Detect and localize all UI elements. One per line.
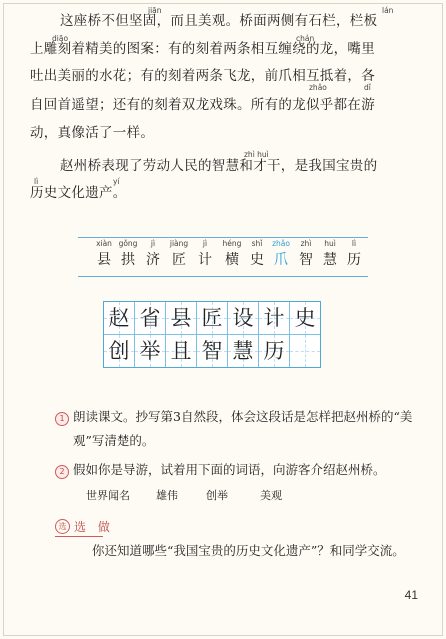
xuanzuo-icon: 选 xyxy=(55,519,70,534)
pinyin-lan: lán xyxy=(382,6,394,15)
pinyin-yi: yí xyxy=(113,177,120,186)
vocab-pinyin: huì xyxy=(324,239,336,248)
vocab-char: 济 xyxy=(146,252,160,268)
vocab-pinyin: zhǎo xyxy=(272,239,290,248)
vocab-char: 横 xyxy=(225,252,239,268)
pinyin-zhihui: zhì huì xyxy=(244,150,269,159)
task-1-icon: 1 xyxy=(55,412,69,426)
grid-cell: 智 xyxy=(197,335,228,367)
vocab-char: 史 xyxy=(250,252,264,268)
word-3: 创举 xyxy=(206,489,228,502)
grid-cell: 慧 xyxy=(228,335,259,367)
task-1-line-1: 朗读课文。抄写第3自然段，体会这段话是怎样把赵州桥的“美 xyxy=(73,409,413,424)
vocab-pinyin: gǒng xyxy=(118,239,138,248)
task-2-icon: 2 xyxy=(55,465,69,479)
grid-row-1 xyxy=(104,302,320,335)
paragraph-line-7: 历史文化遗产。 xyxy=(30,185,127,201)
pinyin-di: dǐ xyxy=(364,83,371,92)
paragraph-line-5: 动，真像活了一样。 xyxy=(30,125,155,141)
grid-row-2 xyxy=(104,335,320,367)
vocab-pinyin: lì xyxy=(351,239,357,248)
vocab-pinyin: zhì xyxy=(300,239,312,248)
vocab-char: 拱 xyxy=(121,252,135,268)
xuanzuo-label: 选 做 xyxy=(74,520,114,534)
page-number: 41 xyxy=(404,588,418,602)
word-1: 世界闻名 xyxy=(86,489,130,502)
grid-cell: 创 xyxy=(104,335,135,367)
vocab-char: 计 xyxy=(198,252,212,268)
vocab-pinyin: héng xyxy=(222,239,242,248)
pinyin-diao: diāo xyxy=(52,34,69,43)
grid-cell: 且 xyxy=(166,335,197,367)
paragraph-line-4: 自回首遥望；还有的刻着双龙戏珠。所有的龙似乎都在游 xyxy=(30,97,375,113)
pinyin-jian: jiān xyxy=(148,6,162,15)
grid-cell: 历 xyxy=(259,335,290,367)
grid-cell: 史 xyxy=(290,302,320,335)
xuanzuo-underline xyxy=(55,536,103,537)
xuanzuo-badge xyxy=(55,518,114,535)
paragraph-line-1: 这座桥不但坚固，而且美观。桥面两侧有石栏，栏板 xyxy=(60,13,378,29)
vocab-pinyin: shǐ xyxy=(251,239,263,248)
pinyin-chan: chán xyxy=(296,34,315,43)
paragraph-line-2: 上雕刻着精美的图案：有的刻着两条相互缠绕的龙，嘴里 xyxy=(30,41,375,57)
grid-cell: 计 xyxy=(259,302,290,335)
vocab-char: 县 xyxy=(97,252,111,268)
pinyin-zhao: zhǎo xyxy=(309,83,327,92)
vocab-pinyin: jì xyxy=(150,239,156,248)
vocab-pinyin: xiàn xyxy=(96,239,112,248)
word-4: 美观 xyxy=(260,489,282,502)
pinyin-li: lì xyxy=(34,177,39,186)
grid-cell: 设 xyxy=(228,302,259,335)
paragraph-line-3: 吐出美丽的水花；有的刻着两条飞龙，前爪相互抵着，各 xyxy=(30,68,375,84)
grid-cell: 举 xyxy=(135,335,166,367)
vocab-band xyxy=(78,237,368,277)
vocab-pinyin: jì xyxy=(202,239,208,248)
vocab-char: 爪 xyxy=(274,252,288,268)
grid-cell: 赵 xyxy=(104,302,135,335)
grid-cell: 县 xyxy=(166,302,197,335)
writing-grid xyxy=(103,301,321,368)
vocab-pinyin: jiàng xyxy=(169,239,189,248)
grid-cell-empty xyxy=(290,335,320,367)
vocab-char: 历 xyxy=(347,252,361,268)
word-2: 雄伟 xyxy=(156,489,178,502)
vocab-char: 匠 xyxy=(172,252,186,268)
vocab-item xyxy=(342,238,366,270)
paragraph-line-6: 赵州桥表现了劳动人民的智慧和才干，是我国宝贵的 xyxy=(60,158,378,174)
grid-cell: 匠 xyxy=(197,302,228,335)
vocab-char: 智 xyxy=(299,252,313,268)
vocab-char: 慧 xyxy=(323,252,337,268)
task-1-line-2: 观”写清楚的。 xyxy=(73,433,155,448)
xuanzuo-text: 你还知道哪些“我国宝贵的历史文化遗产”？和同学交流。 xyxy=(92,543,405,558)
task-2-line: 假如你是导游，试着用下面的词语，向游客介绍赵州桥。 xyxy=(73,462,386,477)
grid-cell: 省 xyxy=(135,302,166,335)
